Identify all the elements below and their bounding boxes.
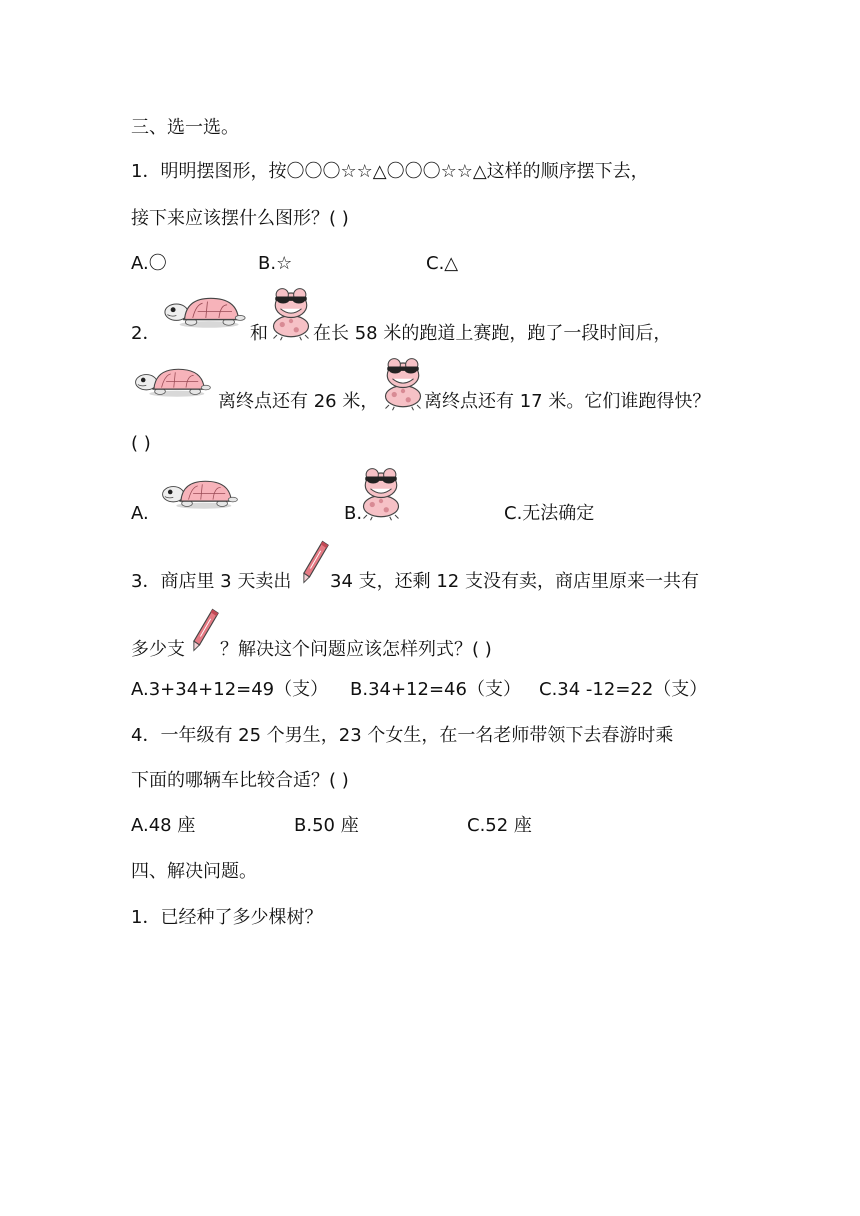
q3-text2: 34 支，还剩 12 支没有卖，商店里原来一共有 (330, 571, 699, 592)
frog-icon (360, 466, 402, 522)
q1-line1: 1．明明摆图形，按〇〇〇☆☆△〇〇〇☆☆△这样的顺序摆下去， (131, 161, 649, 182)
q4-option-a: A.48 座 (131, 815, 196, 836)
q2-option-c: C.无法确定 (504, 503, 595, 524)
q3-text1: 3．商店里 3 天卖出 (131, 571, 292, 592)
q4-option-c: C.52 座 (467, 815, 532, 836)
q1-line2: 接下来应该摆什么图形？( ) (131, 208, 349, 229)
section3-title: 三、选一选。 (131, 117, 239, 138)
section4-title: 四、解决问题。 (131, 861, 257, 882)
q4-line1: 4．一年级有 25 个男生，23 个女生，在一名老师带领下去春游时乘 (131, 725, 674, 746)
q2-text3: 离终点还有 17 米。它们谁跑得快？ (424, 391, 711, 412)
q1-option-b: B.☆ (258, 253, 293, 274)
q3-text4: ？解决这个问题应该怎样列式？( ) (220, 639, 492, 660)
q2-and: 和 (250, 323, 268, 344)
frog-icon (382, 355, 424, 413)
q2-paren: ( ) (131, 433, 151, 454)
q4-line2: 下面的哪辆车比较合适？( ) (131, 770, 349, 791)
section4-q1: 1．已经种了多少棵树？ (131, 907, 323, 928)
turtle-icon (131, 360, 215, 406)
pen-icon (192, 606, 220, 654)
q1-option-c: C.△ (426, 253, 459, 274)
q3-option-c: C.34 -12=22（支） (539, 679, 708, 700)
q2-option-a: A. (131, 503, 149, 524)
q3-text3: 多少支 (131, 639, 185, 660)
q2-text1: 在长 58 米的跑道上赛跑，跑了一段时间后， (313, 323, 672, 344)
q1-option-a: A.〇 (131, 253, 167, 274)
turtle-icon (158, 472, 242, 518)
q2-text2: 离终点还有 26 米， (218, 391, 379, 412)
q3-option-b: B.34+12=46（支） (350, 679, 521, 700)
pen-icon (302, 538, 330, 586)
frog-icon (270, 285, 312, 343)
q3-option-a: A.3+34+12=49（支） (131, 679, 329, 700)
turtle-icon (160, 288, 250, 338)
q2-option-b: B. (344, 503, 363, 524)
q4-option-b: B.50 座 (294, 815, 359, 836)
q2-number: 2． (131, 323, 161, 344)
